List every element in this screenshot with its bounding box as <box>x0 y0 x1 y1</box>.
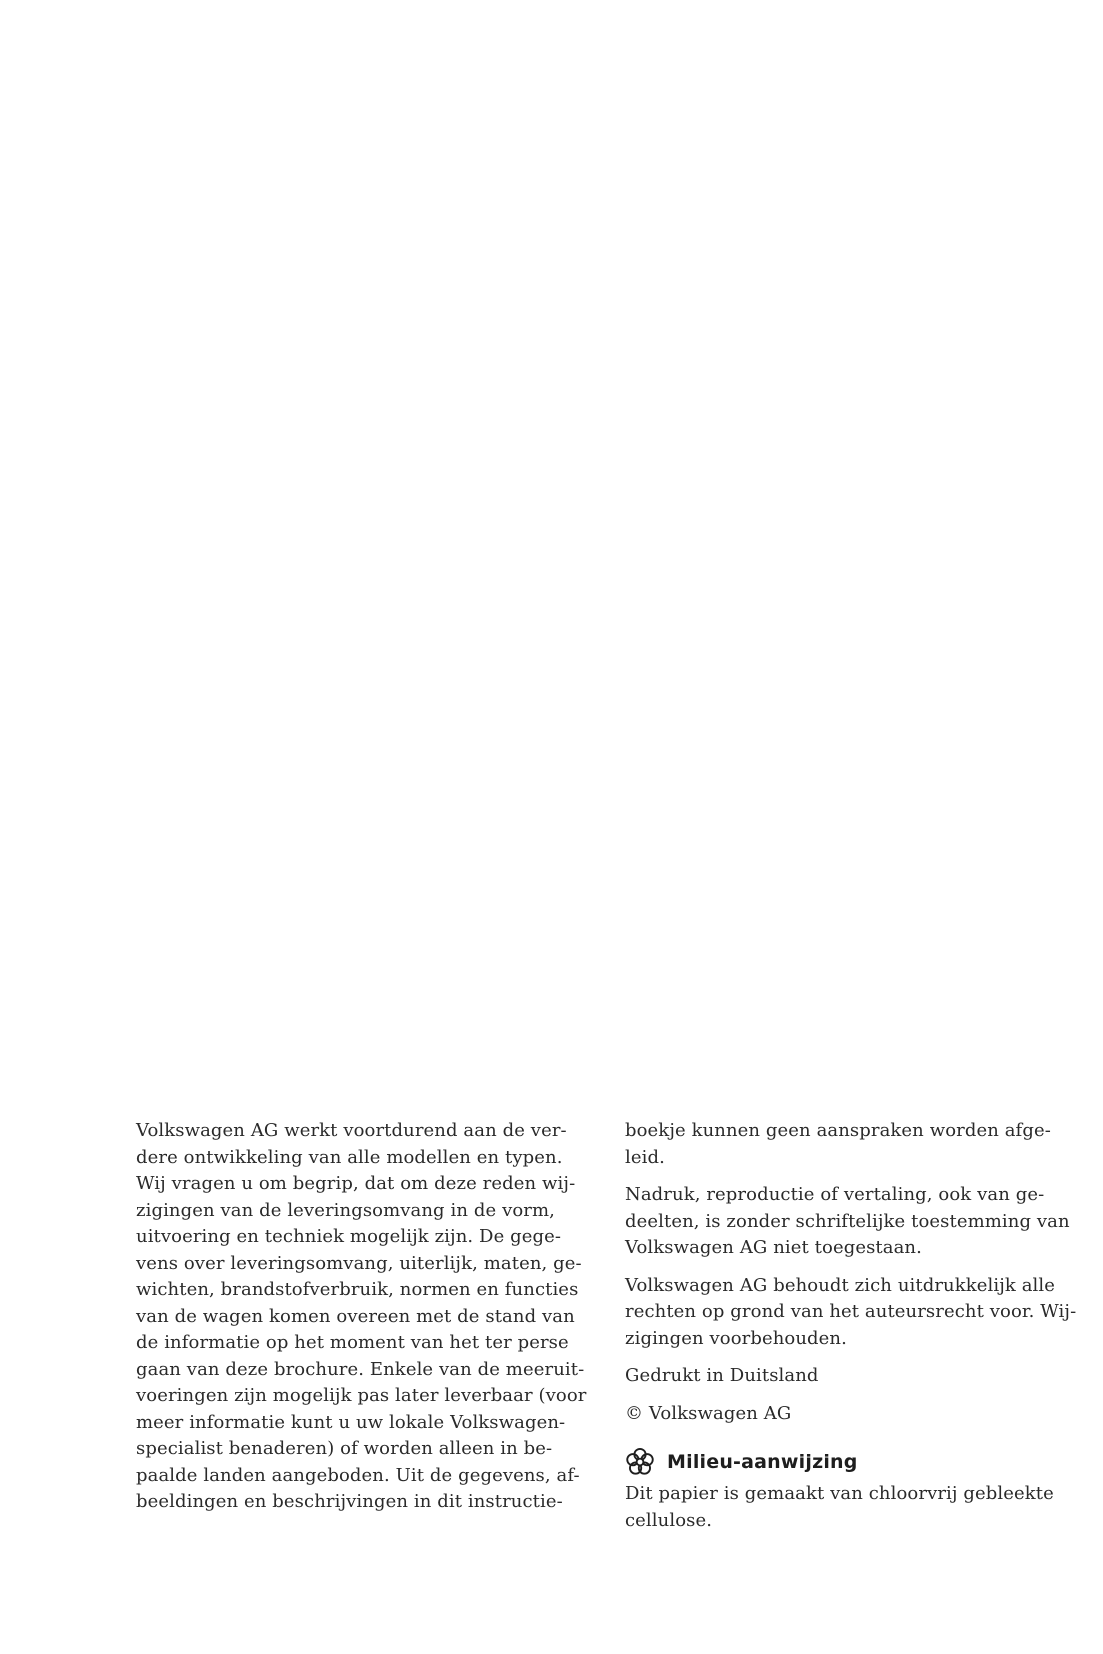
text-line: deelten, is zonder schriftelijke toestemming van <box>625 1210 1070 1232</box>
text-line: voeringen zijn mogelijk pas later leverbaar (voor <box>136 1385 587 1406</box>
text-line: zigingen voorbehouden. <box>625 1327 847 1349</box>
text-line: de informatie op het moment van het ter perse <box>136 1332 569 1353</box>
copyright-text: © Volkswagen AG <box>625 1402 792 1424</box>
text-line: dere ontwikkeling van alle modellen en typen. <box>136 1146 563 1168</box>
text-line: Dit papier is gemaakt van chloorvrij gebleekte <box>625 1483 1054 1504</box>
text-line: van de wagen komen overeen met de stand van <box>136 1305 575 1327</box>
text-line: wichten, brandstofverbruik, normen en functies <box>136 1279 579 1300</box>
text-line: Wij vragen u om begrip, dat om deze reden wij- <box>136 1173 576 1194</box>
printed-in-text: Gedrukt in Duitsland <box>625 1365 819 1386</box>
text-line: uitvoering en techniek mogelijk zijn. De gege- <box>136 1226 562 1247</box>
right-text-column <box>625 1118 1085 1534</box>
continuation-paragraph <box>625 1118 1085 1171</box>
left-text-column <box>136 1118 586 1516</box>
text-line: Volkswagen AG niet toegestaan. <box>625 1237 922 1258</box>
rights-paragraph <box>625 1273 1085 1353</box>
text-line: boekje kunnen geen aanspraken worden afge- <box>625 1120 1051 1141</box>
eco-note-title: Milieu-aanwijzing <box>667 1450 858 1473</box>
text-line: specialist benaderen) of worden alleen in be- <box>136 1438 553 1459</box>
printed-in-paragraph <box>625 1363 1085 1390</box>
text-line: zigingen van de leveringsomvang in de vorm, <box>136 1199 555 1221</box>
reproduction-paragraph <box>625 1182 1085 1262</box>
copyright-paragraph <box>625 1401 1085 1428</box>
text-line: gaan van deze brochure. Enkele van de meeruit- <box>136 1358 585 1380</box>
text-line: paalde landen aangeboden. Uit de gegevens, af- <box>136 1464 580 1486</box>
text-line: beeldingen en beschrijvingen in dit instructie- <box>136 1491 563 1512</box>
text-line: cellulose. <box>625 1509 713 1531</box>
text-line: rechten op grond van het auteursrecht voor. Wij- <box>625 1301 1077 1322</box>
eco-note-heading <box>625 1447 1085 1477</box>
text-line: Volkswagen AG behoudt zich uitdrukkelijk alle <box>625 1274 1056 1296</box>
text-line: meer informatie kunt u uw lokale Volkswagen- <box>136 1411 566 1433</box>
text-line: leid. <box>625 1146 665 1168</box>
eco-note-text <box>625 1481 1085 1534</box>
text-line: vens over leveringsomvang, uiterlijk, maten, ge- <box>136 1252 582 1274</box>
flower-icon <box>625 1447 655 1477</box>
text-line: Nadruk, reproductie of vertaling, ook van ge- <box>625 1184 1045 1205</box>
text-line: Volkswagen AG werkt voortdurend aan de ver- <box>136 1120 567 1141</box>
